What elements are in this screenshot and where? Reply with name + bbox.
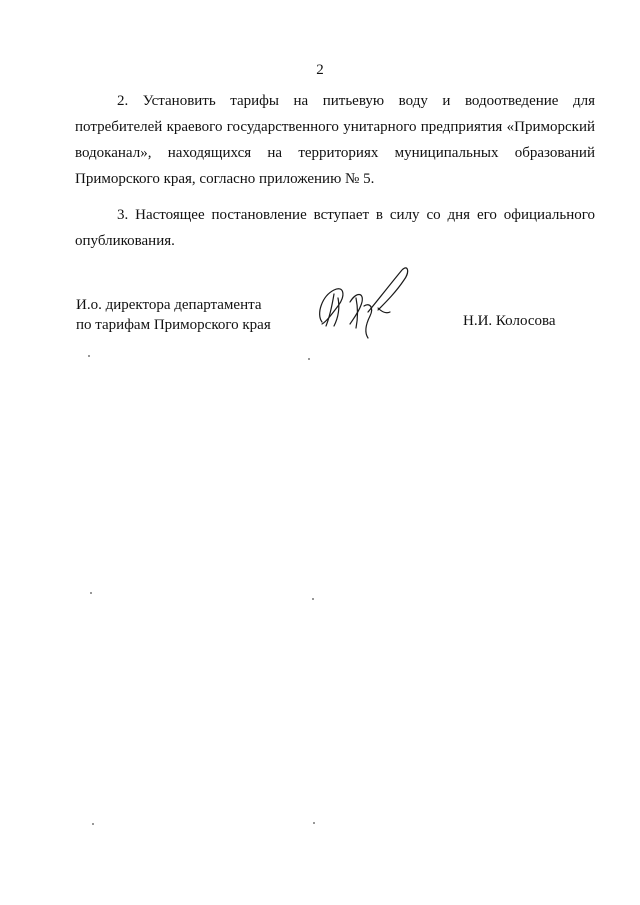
scan-speck — [308, 358, 310, 360]
paragraph-2: 2. Установить тарифы на питьевую воду и водоотведение для потребителей краевого государственного унитарного предприятия «Приморский водоканал», находящихся на территориях муниципальных образований Приморского края, согласно приложению № 5. — [75, 93, 595, 187]
signatory-title-line-1: И.о. директора департамента — [76, 297, 262, 313]
document-body — [75, 88, 595, 264]
handwritten-signature — [308, 262, 418, 347]
scan-speck — [92, 823, 94, 825]
scan-speck — [312, 598, 314, 600]
scan-speck — [313, 822, 315, 824]
scan-speck — [90, 592, 92, 594]
signatory-title — [76, 295, 271, 335]
page-number: 2 — [316, 62, 324, 78]
signatory-title-line-2: по тарифам Приморского края — [76, 317, 271, 333]
paragraph-3: 3. Настоящее постановление вступает в силу со дня его официального опубликования. — [75, 207, 595, 249]
scan-speck — [88, 355, 90, 357]
signatory-name: Н.И. Колосова — [463, 313, 556, 329]
